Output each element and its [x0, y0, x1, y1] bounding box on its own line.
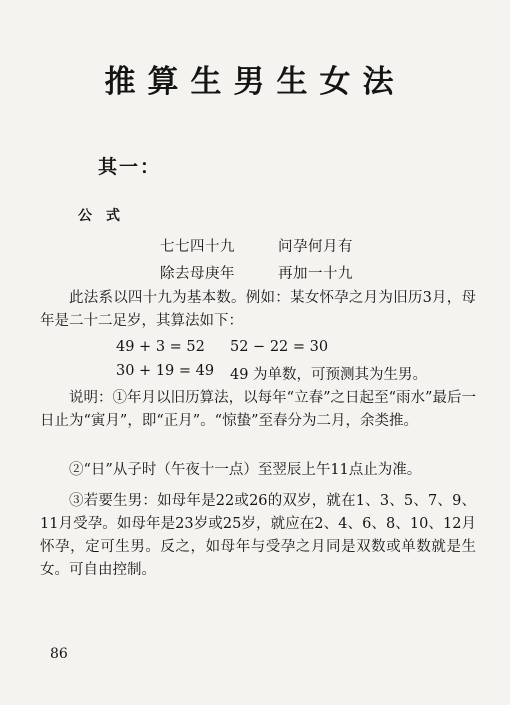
note-2: ②“日”从子时（午夜十一点）至翌辰上午11点止为准。 [69, 462, 422, 478]
calc-step-2: 52 − 22 = 30 [230, 339, 329, 355]
page-number: 86 [50, 646, 68, 662]
page-title: 推算生男生女法 [104, 64, 406, 100]
intro-paragraph: 此法系以四十九为基本数。例如：某女怀孕之月为旧历3月，母年是二十二足岁，其算法如下： [40, 290, 476, 329]
note-3: ③若要生男：如母年是22或26的双岁，就在1、3、5、7、9、11月受孕。如母年是23岁或25岁，就应在2、4、6、8、10、12月怀孕，定可生男。反之，如母年与受孕之月同是双数或单数就是生女。可自由控制。 [40, 493, 476, 578]
verse-line-1: 七七四十九 [160, 239, 235, 255]
calc-result: 49 为单数，可预测其为生男。 [230, 367, 428, 383]
calc-step-1: 49 + 3 = 52 [116, 339, 205, 355]
formula-label: 公式 [78, 208, 134, 224]
note-1: 说明：①年月以旧历算法，以每年“立春”之日起至“雨水”最后一日止为“寅月”，即“正月”。“惊蛰”至春分为二月，余类推。 [40, 390, 476, 429]
verse-line-2: 问孕何月有 [278, 239, 353, 255]
section-heading: 其一： [98, 156, 162, 178]
calc-step-3: 30 + 19 = 49 [116, 363, 215, 379]
verse-line-4: 再加一十九 [278, 266, 353, 282]
verse-line-3: 除去母庚年 [160, 266, 235, 282]
